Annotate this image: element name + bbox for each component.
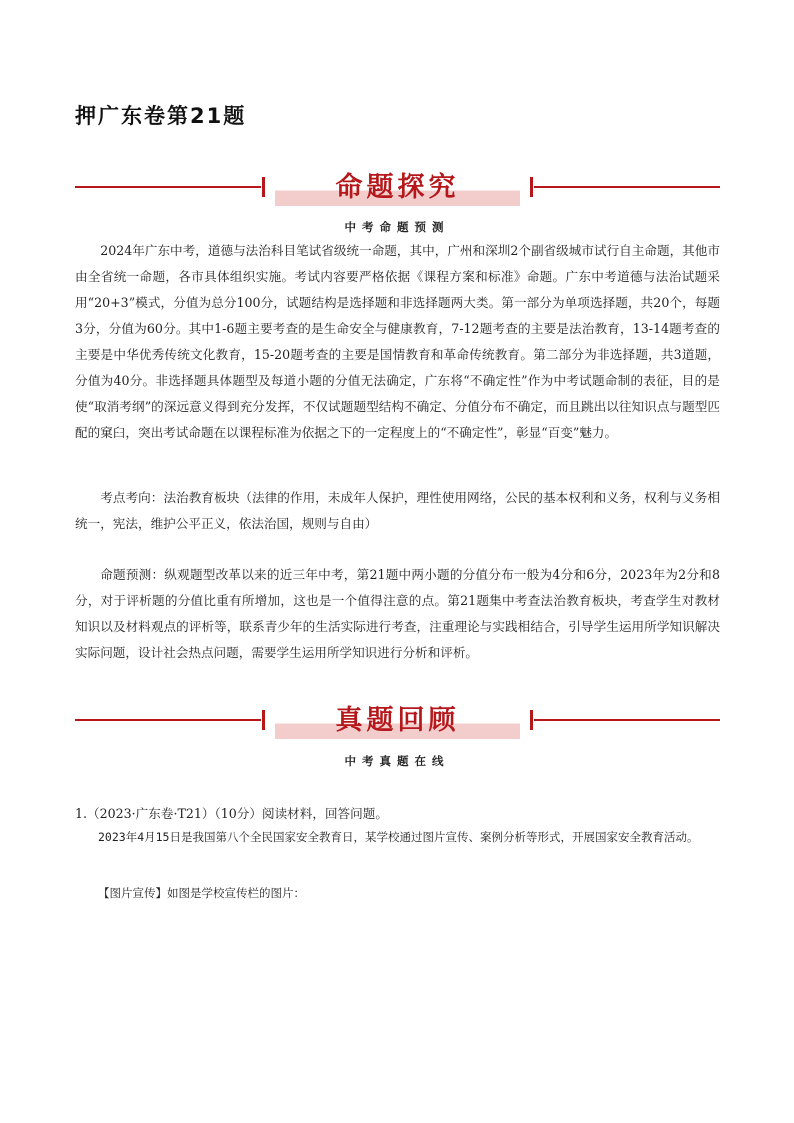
banner-divider-right bbox=[534, 719, 720, 721]
question-material: 2023年4月15日是我国第八个全民国家安全教育日，某学校通过图片宣传、案例分析等形式，开展国家安全教育活动。 bbox=[98, 830, 699, 844]
section-banner-exploration bbox=[75, 172, 720, 212]
intro-paragraph: 2024年广东中考，道德与法治科目笔试省级统一命题，其中，广州和深圳2个副省级城市试行自主命题，其他市由全省统一命题，各市具体组织实施。考试内容要严格依据《课程方案和标准》命题。广东中考道德与法治试题采用“20+3”模式，分值为总分100分，试题结构是选择题和非选择题两大类。第一部分为单项选择题，共20个，每题3分，分值为60分。其中1-6题主要考查的是生命安全与健康教育，7-12题考查的主要是法治教育，13-14题考查的主要是中华优秀传统文化教育，15-20题考查的主要是国情教育和革命传统教育。第二部分为非选择题，共3道题，分值为40分。非选择题具体题型及每道小题的分值无法确定，广东将“不确定性”作为中考试题命制的表征，目的是使“取消考纲”的深远意义得到充分发挥，不仅试题题型结构不确定、分值分布不确定，而且跳出以往知识点与题型匹配的窠臼，突出考试命题在以课程标准为依据之下的一定程度上的“不确定性”，彰显“百变”魅力。 bbox=[75, 243, 720, 440]
banner-box bbox=[275, 705, 520, 739]
banner-tick-left bbox=[262, 177, 265, 197]
banner-tick-right bbox=[530, 710, 533, 730]
banner-divider-right bbox=[534, 186, 720, 188]
section-subtitle: 中考命题预测 bbox=[344, 220, 450, 234]
section-title: 真题回顾 bbox=[335, 705, 460, 736]
page-title: 押广东卷第21题 bbox=[75, 104, 247, 128]
banner-tick-right bbox=[530, 177, 533, 197]
question-heading: 1.（2023·广东卷·T21）（10分）阅读材料，回答问题。 bbox=[75, 806, 388, 821]
section-subtitle: 中考真题在线 bbox=[344, 754, 450, 768]
prediction-paragraph: 命题预测：纵观题型改革以来的近三年中考，第21题中两小题的分值分布一般为4分和6分，2023年为2分和8分，对于评析题的分值比重有所增加，这也是一个值得注意的点。第21题集中考查法治教育板块，考查学生对教材知识以及材料观点的评析等，联系青少年的生活实际进行考查，注重理论与实践相结合，引导学生运用所学知识解决实际问题，设计社会热点问题，需要学生运用所学知识进行分析和评析。 bbox=[75, 567, 720, 660]
exam-points-paragraph: 考点考向：法治教育板块（法律的作用，未成年人保护，理性使用网络，公民的基本权利和义务，权利与义务相统一，宪法，维护公平正义，依法治国，规则与自由） bbox=[75, 490, 720, 531]
banner-divider-left bbox=[75, 186, 261, 188]
banner-tick-left bbox=[262, 710, 265, 730]
question-note: 【图片宣传】如图是学校宣传栏的图片： bbox=[98, 886, 305, 900]
banner-box bbox=[275, 172, 520, 206]
section-title: 命题探究 bbox=[335, 172, 460, 203]
banner-divider-left bbox=[75, 719, 261, 721]
section-banner-review bbox=[75, 705, 720, 745]
